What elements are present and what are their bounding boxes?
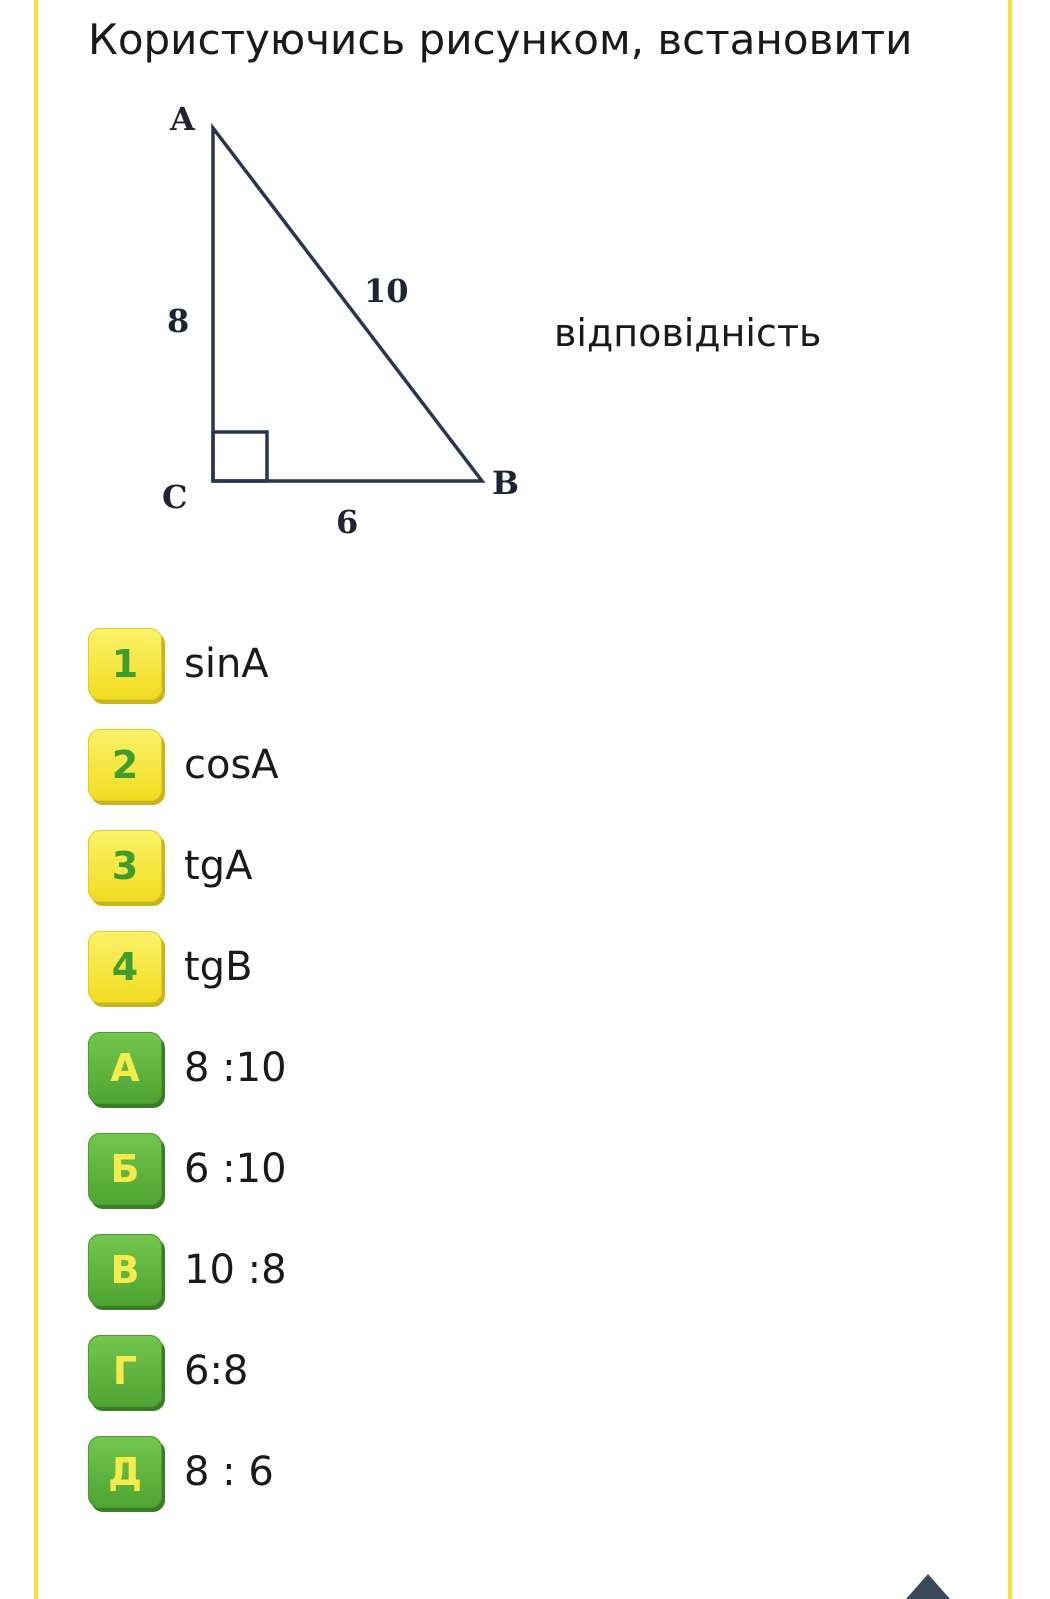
triangle-shape xyxy=(213,128,482,481)
vertex-c-label: C xyxy=(162,478,188,516)
question-suffix: відповідність xyxy=(554,311,822,355)
option-label: tgB xyxy=(184,944,253,990)
option-label: 8 :10 xyxy=(184,1045,287,1091)
option-badge: Б xyxy=(88,1133,162,1205)
right-angle-mark xyxy=(213,432,267,481)
option-badge: Г xyxy=(88,1335,162,1407)
option-3[interactable] xyxy=(88,828,252,904)
vertex-a-label: A xyxy=(170,100,195,138)
option-label: tgA xyxy=(184,843,253,889)
triangle-figure xyxy=(150,90,570,570)
option-4[interactable] xyxy=(88,929,253,1005)
side-ab-label: 10 xyxy=(364,272,409,310)
option-d[interactable] xyxy=(88,1434,274,1510)
option-a[interactable] xyxy=(88,1030,287,1106)
question-title: Користуючись рисунком, встановити xyxy=(88,15,913,64)
side-cb-label: 6 xyxy=(336,503,359,541)
option-badge: 1 xyxy=(88,628,162,700)
option-label: 6:8 xyxy=(184,1348,249,1394)
option-v[interactable] xyxy=(88,1232,287,1308)
option-1[interactable] xyxy=(88,626,269,702)
option-label: cosA xyxy=(184,742,279,788)
frame-left-border xyxy=(34,0,38,1599)
option-b[interactable] xyxy=(88,1131,287,1207)
option-badge: Д xyxy=(88,1436,162,1508)
option-badge: 2 xyxy=(88,729,162,801)
option-badge: В xyxy=(88,1234,162,1306)
option-badge: 4 xyxy=(88,931,162,1003)
option-badge: 3 xyxy=(88,830,162,902)
option-label: 10 :8 xyxy=(184,1247,287,1293)
option-label: 6 :10 xyxy=(184,1146,287,1192)
option-2[interactable] xyxy=(88,727,279,803)
triangle-svg xyxy=(150,90,570,570)
option-g[interactable] xyxy=(88,1333,248,1409)
vertex-b-label: B xyxy=(492,464,520,502)
option-label: 8 : 6 xyxy=(184,1449,274,1495)
side-ac-label: 8 xyxy=(167,302,190,340)
up-arrow-icon[interactable] xyxy=(906,1574,950,1599)
option-badge: А xyxy=(88,1032,162,1104)
option-label: sinA xyxy=(184,641,269,687)
frame-right-border xyxy=(1008,0,1012,1599)
